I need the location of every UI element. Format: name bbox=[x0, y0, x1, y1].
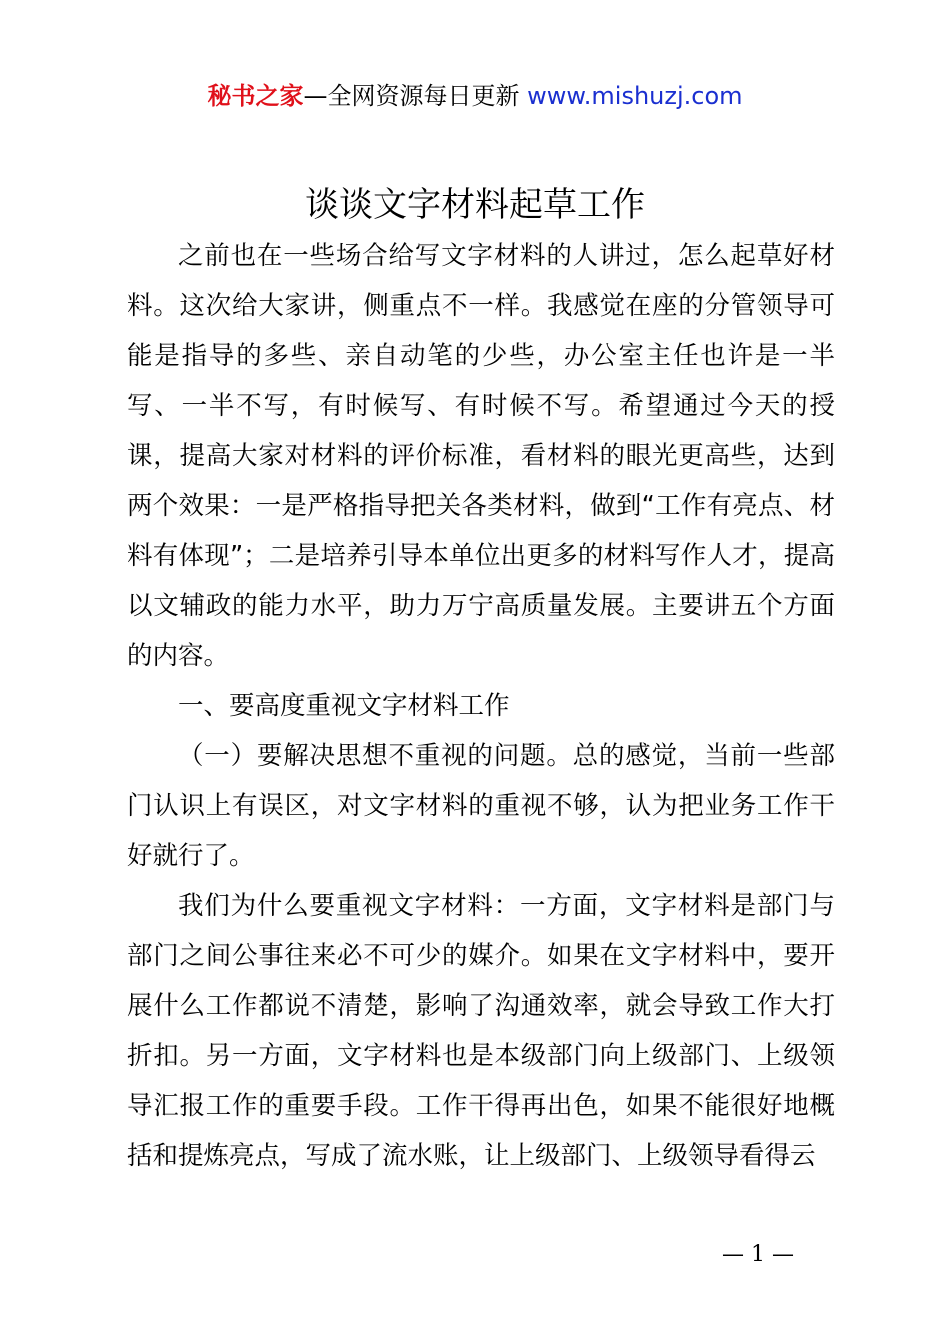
site-header bbox=[0, 80, 950, 112]
section-heading-1: 一、要高度重视文字材料工作 bbox=[178, 691, 510, 721]
site-url-link[interactable]: www.mishuzj.com bbox=[527, 82, 743, 110]
paragraph-reasons: 我们为什么要重视文字材料：一方面，文字材料是部门与部门之间公事往来必不可少的媒介。如果在文字材料中，要开展什么工作都说不清楚，影响了沟通效率，就会导致工作大打折扣。另一方面，文字材料也是本级部门向上级部门、上级领导汇报工作的重要手段。工作干得再出色，如果不能很好地概括和提炼亮点，写成了流水账，让上级部门、上级领导看得云 bbox=[127, 891, 835, 1171]
paragraph-intro: 之前也在一些场合给写文字材料的人讲过，怎么起草好材料。这次给大家讲，侧重点不一样。我感觉在座的分管领导可能是指导的多些、亲自动笔的少些，办公室主任也许是一半写、一半不写，有时候写、有时候不写。希望通过今天的授课，提高大家对材料的评价标准，看材料的眼光更高些，达到两个效果：一是严格指导把关各类材料，做到“工作有亮点、材料有体现”；二是培养引导本单位出更多的材料写作人才，提高以文辅政的能力水平，助力万宁高质量发展。主要讲五个方面的内容。 bbox=[127, 241, 835, 671]
site-brand: 秘书之家 bbox=[207, 82, 304, 110]
document-title: 谈谈文字材料起草工作 bbox=[305, 185, 645, 225]
site-slogan: —全网资源每日更新 bbox=[303, 82, 520, 110]
paragraph-subsection-1: （一）要解决思想不重视的问题。总的感觉，当前一些部门认识上有误区，对文字材料的重视不够，认为把业务工作干好就行了。 bbox=[127, 741, 835, 871]
page-number: — 1 — bbox=[722, 1242, 794, 1267]
document-body bbox=[127, 231, 835, 1181]
